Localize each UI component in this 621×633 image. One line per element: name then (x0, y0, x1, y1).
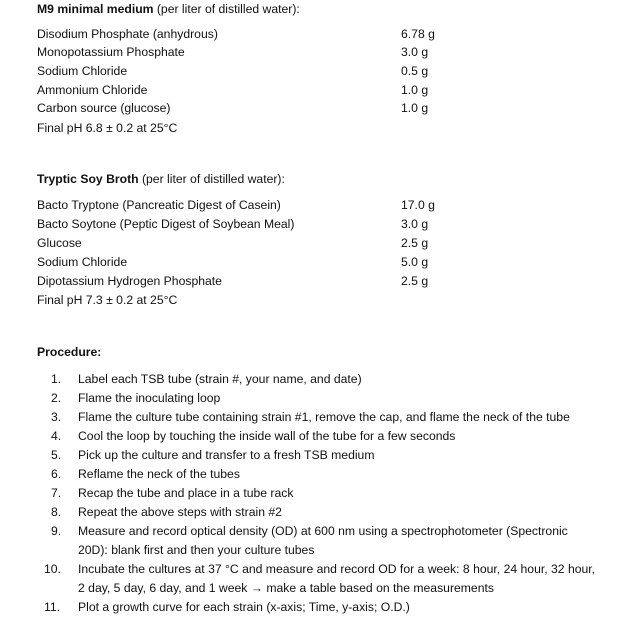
ingredient-amount: 5.0 g (401, 255, 429, 269)
procedure-step (0, 446, 600, 465)
step-text: Flame the inoculating loop (78, 391, 221, 405)
step-text: Reflame the neck of the tubes (78, 467, 240, 481)
step-text: Flame the culture tube containing strain #1, remove the cap, and flame the neck of the tube (78, 410, 570, 424)
ingredient-label: Glucose (37, 236, 82, 250)
step-number: 6. (51, 467, 62, 481)
ingredient-amount: 3.0 g (401, 217, 429, 231)
m9-ingredient-row (37, 83, 457, 101)
procedure-step (0, 427, 600, 446)
ingredient-label: Bacto Tryptone (Pancreatic Digest of Casein) (37, 198, 281, 212)
step-text: Repeat the above steps with strain #2 (78, 505, 282, 519)
step-number: 11. (44, 600, 61, 614)
tsb-subtitle: (per liter of distilled water): (138, 172, 285, 186)
ingredient-label: Sodium Chloride (37, 64, 128, 78)
step-text: Recap the tube and place in a tube rack (78, 486, 294, 500)
step-number: 8. (51, 505, 62, 519)
step-number: 9. (51, 524, 62, 538)
ingredient-label: Dipotassium Hydrogen Phosphate (37, 274, 222, 288)
step-text: Measure and record optical density (OD) at 600 nm using a spectrophotometer (Spectronic 20D): blank first and then your culture tubes (78, 524, 568, 557)
tsb-ingredient-row (37, 255, 457, 273)
step-text: Incubate the cultures at 37 °C and measure and record OD for a week: 8 hour, 24 hour, 32 hour, 2 day, 5 day, 6 day, and 1 week → make a table based on the measurements (78, 562, 596, 595)
ingredient-label: Monopotassium Phosphate (37, 45, 185, 59)
m9-subtitle: (per liter of distilled water): (153, 2, 300, 16)
procedure-step (0, 370, 600, 389)
step-text: Cool the loop by touching the inside wall of the tube for a few seconds (78, 429, 456, 443)
ingredient-label: Carbon source (glucose) (37, 101, 171, 115)
step-number: 2. (51, 391, 62, 405)
tsb-ingredient-row (37, 274, 457, 292)
procedure-step (0, 408, 600, 427)
ingredient-amount: 1.0 g (401, 83, 429, 97)
tsb-heading (37, 172, 285, 186)
step-number: 10. (44, 562, 61, 576)
tsb-final-ph: Final pH 7.3 ± 0.2 at 25°C (37, 293, 178, 307)
step-number: 5. (51, 448, 62, 462)
step-number: 4. (51, 429, 62, 443)
procedure-step (0, 560, 600, 598)
step-number: 7. (51, 486, 62, 500)
ingredient-amount: 2.5 g (401, 274, 429, 288)
step-number: 1. (51, 372, 62, 386)
procedure-list (0, 370, 600, 617)
procedure-step (0, 484, 600, 503)
m9-ingredient-row (37, 64, 457, 82)
tsb-ingredient-row (37, 198, 457, 216)
step-text: Pick up the culture and transfer to a fresh TSB medium (78, 448, 375, 462)
m9-ingredient-row (37, 101, 457, 119)
ingredient-amount: 0.5 g (401, 64, 429, 78)
m9-ingredient-row (37, 27, 457, 45)
ingredient-amount: 1.0 g (401, 101, 429, 115)
tsb-title: Tryptic Soy Broth (37, 172, 139, 186)
procedure-step (0, 465, 600, 484)
procedure-step (0, 598, 600, 617)
procedure-step (0, 389, 600, 408)
ingredient-amount: 6.78 g (401, 27, 435, 41)
ingredient-label: Sodium Chloride (37, 255, 128, 269)
ingredient-label: Disodium Phosphate (anhydrous) (37, 27, 218, 41)
ingredient-label: Ammonium Chloride (37, 83, 148, 97)
step-text: Plot a growth curve for each strain (x-axis; Time, y-axis; O.D.) (78, 600, 410, 614)
m9-title: M9 minimal medium (37, 2, 154, 16)
ingredient-amount: 2.5 g (401, 236, 429, 250)
tsb-ingredient-row (37, 217, 457, 235)
step-text: Label each TSB tube (strain #, your name, and date) (78, 372, 362, 386)
ingredient-amount: 3.0 g (401, 45, 429, 59)
ingredient-amount: 17.0 g (401, 198, 435, 212)
tsb-ingredient-row (37, 236, 457, 254)
procedure-step (0, 522, 600, 560)
m9-heading (37, 2, 300, 16)
step-number: 3. (51, 410, 62, 424)
procedure-heading: Procedure: (37, 345, 102, 359)
procedure-step (0, 503, 600, 522)
m9-ingredient-row (37, 45, 457, 63)
m9-final-ph: Final pH 6.8 ± 0.2 at 25°C (37, 121, 178, 135)
ingredient-label: Bacto Soytone (Peptic Digest of Soybean Meal) (37, 217, 295, 231)
